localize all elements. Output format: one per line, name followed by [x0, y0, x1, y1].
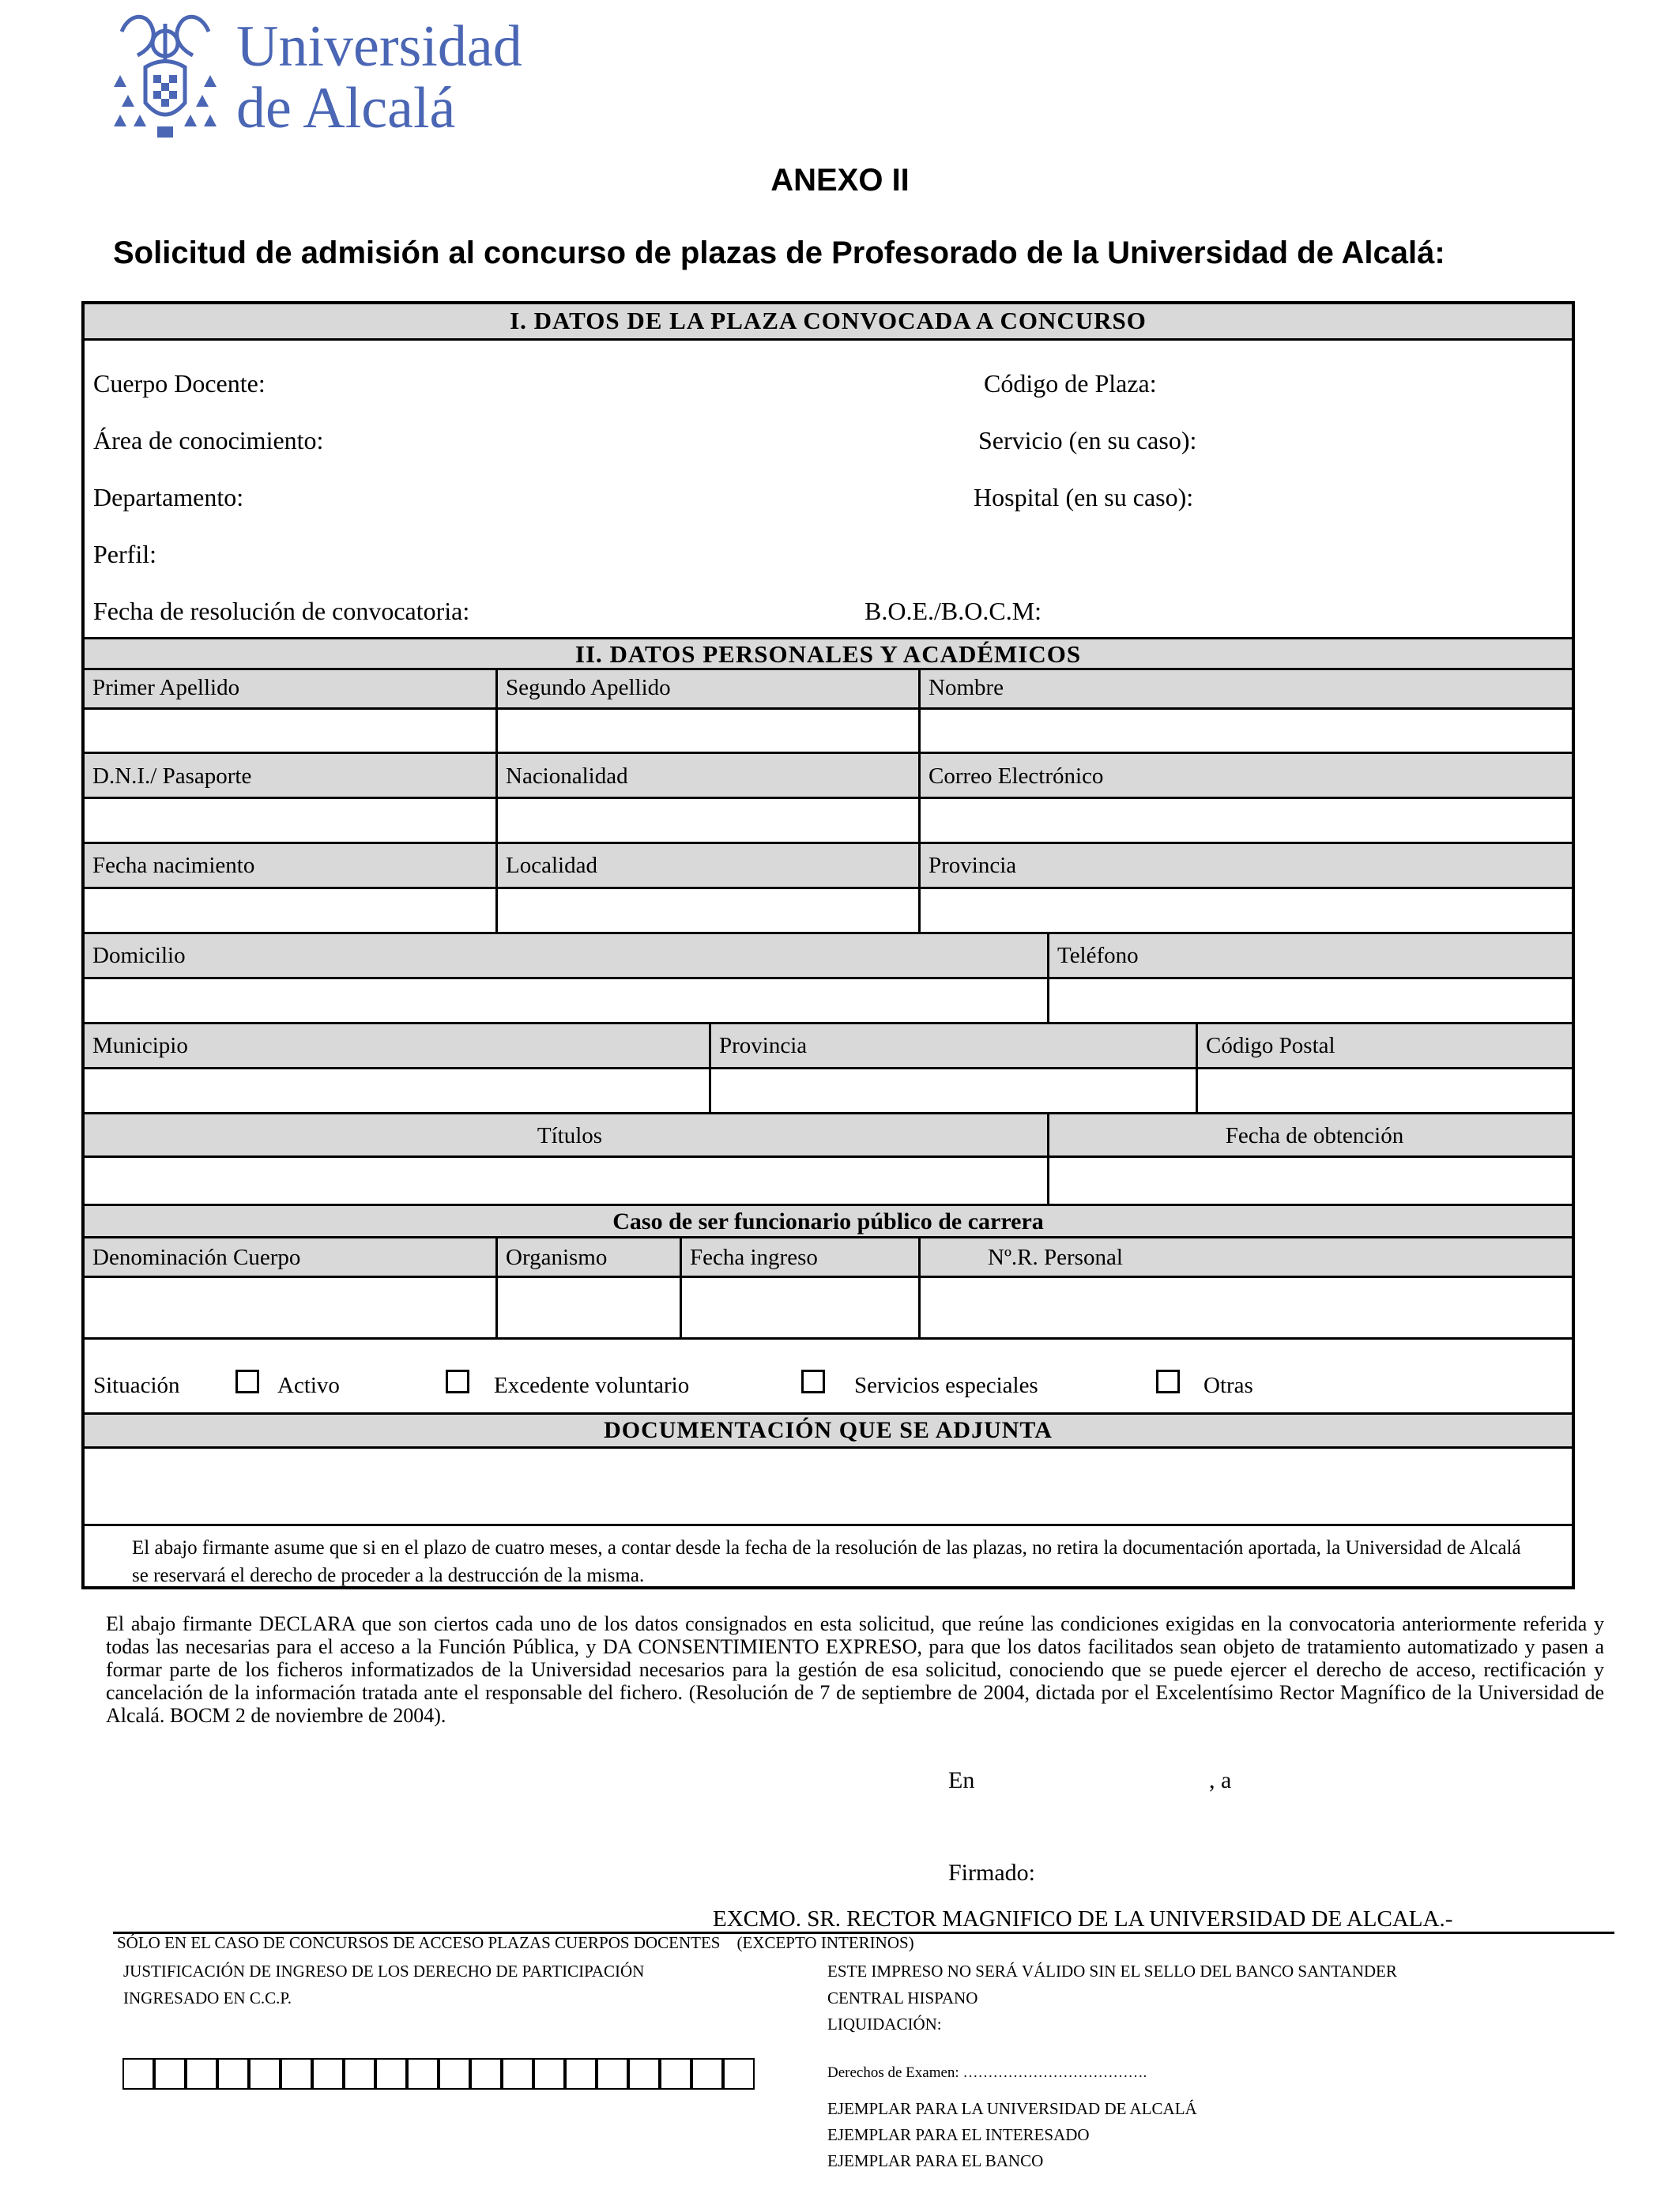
- footer-solo-text: SÓLO EN EL CASO DE CONCURSOS DE ACCESO PLAZAS CUERPOS DOCENTES (EXCEPTO INTERINOS): [117, 1933, 914, 1952]
- situacion-label: Situación: [93, 1373, 180, 1398]
- servicio-field[interactable]: Servicio (en su caso):: [978, 426, 1197, 454]
- label-denominacion-cuerpo: Denominación Cuerpo: [92, 1245, 301, 1270]
- signed-label: Firmado:: [948, 1860, 1035, 1886]
- label-dni: D.N.I./ Pasaporte: [92, 763, 252, 789]
- ccp-box[interactable]: [628, 2058, 660, 2090]
- provincia-2-input[interactable]: [709, 1069, 1196, 1112]
- footer-impreso-line2: CENTRAL HISPANO: [827, 1989, 978, 2007]
- funcionario-title: Caso de ser funcionario público de carrera: [612, 1208, 1044, 1235]
- provincia-input[interactable]: [918, 889, 1572, 932]
- personal-row6-labels: [85, 1112, 1572, 1158]
- logo-text-line1: Universidad: [236, 14, 522, 79]
- form-subtitle: Solicitud de admisión al concurso de plazas de Profesorado de la Universidad de Alcalá:: [113, 236, 1445, 270]
- label-municipio: Municipio: [92, 1033, 188, 1058]
- hospital-field[interactable]: Hospital (en su caso):: [974, 483, 1194, 511]
- footer-liquidacion: LIQUIDACIÓN:: [827, 2015, 942, 2034]
- ccp-box[interactable]: [597, 2058, 628, 2090]
- ccp-box[interactable]: [439, 2058, 470, 2090]
- personal-row5-labels: [85, 1022, 1572, 1069]
- label-telefono: Teléfono: [1047, 934, 1572, 977]
- date-label: , a: [1209, 1767, 1232, 1793]
- boe-bocm-field[interactable]: B.O.E./B.O.C.M:: [864, 597, 1042, 625]
- codigo-plaza-field[interactable]: Código de Plaza:: [984, 369, 1157, 398]
- correo-input[interactable]: [918, 799, 1572, 842]
- nombre-input[interactable]: [918, 710, 1572, 752]
- section1-title: I. DATOS DE LA PLAZA CONVOCADA A CONCURSO: [510, 307, 1147, 334]
- fecha-obtencion-input[interactable]: [1047, 1158, 1572, 1204]
- cuerpo-docente-field[interactable]: Cuerpo Docente:: [93, 369, 266, 398]
- place-label: En: [948, 1767, 975, 1793]
- fecha-nacimiento-input[interactable]: [85, 889, 495, 932]
- ccp-box[interactable]: [375, 2058, 407, 2090]
- label-fecha-obtencion: Fecha de obtención: [1047, 1114, 1572, 1155]
- telefono-input[interactable]: [1047, 979, 1572, 1022]
- personal-row3-inputs: [85, 889, 1572, 932]
- localidad-input[interactable]: [495, 889, 918, 932]
- footer-justificacion-line2: INGRESADO EN C.C.P.: [123, 1989, 292, 2007]
- label-nr-personal: Nº.R. Personal: [918, 1238, 1572, 1276]
- personal-row4-labels: [85, 932, 1572, 979]
- ccp-box[interactable]: [565, 2058, 597, 2090]
- footer-impreso-line1: ESTE IMPRESO NO SERÁ VÁLIDO SIN EL SELLO DEL BANCO SANTANDER: [827, 1962, 1397, 1981]
- personal-row6-inputs: [85, 1158, 1572, 1204]
- documentacion-header: [85, 1412, 1572, 1449]
- ccp-box[interactable]: [344, 2058, 375, 2090]
- ccp-box[interactable]: [186, 2058, 217, 2090]
- personal-row4-inputs: [85, 979, 1572, 1022]
- excedente-checkbox[interactable]: [446, 1370, 469, 1393]
- label-codigo-postal: Código Postal: [1196, 1024, 1572, 1067]
- label-segundo-apellido: Segundo Apellido: [495, 670, 918, 707]
- documentacion-input[interactable]: [85, 1449, 1572, 1526]
- perfil-field[interactable]: Perfil:: [93, 540, 156, 568]
- label-titulos: Títulos: [537, 1123, 603, 1148]
- personal-row1-inputs: [85, 710, 1572, 752]
- servicios-especiales-checkbox[interactable]: [801, 1370, 825, 1393]
- ccp-box[interactable]: [281, 2058, 312, 2090]
- segundo-apellido-input[interactable]: [495, 710, 918, 752]
- annex-title: ANEXO II: [770, 163, 910, 198]
- ccp-box[interactable]: [691, 2058, 723, 2090]
- organismo-input[interactable]: [495, 1278, 680, 1337]
- departamento-field[interactable]: Departamento:: [93, 483, 244, 511]
- logo-text-line2: de Alcalá: [236, 76, 456, 141]
- label-correo: Correo Electrónico: [918, 754, 1572, 797]
- section2-header: [85, 637, 1572, 670]
- label-fecha-ingreso: Fecha ingreso: [680, 1238, 918, 1276]
- documentacion-title: DOCUMENTACIÓN QUE SE ADJUNTA: [604, 1417, 1053, 1443]
- funcionario-inputs: [85, 1278, 1572, 1340]
- fecha-resolucion-field[interactable]: Fecha de resolución de convocatoria:: [93, 597, 470, 625]
- ccp-box[interactable]: [533, 2058, 565, 2090]
- titulos-input[interactable]: [85, 1158, 1047, 1204]
- label-nacionalidad: Nacionalidad: [495, 754, 918, 797]
- ccp-box[interactable]: [122, 2058, 154, 2090]
- ccp-box[interactable]: [249, 2058, 281, 2090]
- denominacion-cuerpo-input[interactable]: [85, 1278, 495, 1337]
- personal-row1-labels: [85, 668, 1572, 710]
- footer-ejemplar-universidad: EJEMPLAR PARA LA UNIVERSIDAD DE ALCALÁ: [827, 2099, 1197, 2118]
- funcionario-header: [85, 1204, 1572, 1238]
- footer-derechos-examen: Derechos de Examen: ……………………………….: [827, 2064, 1147, 2081]
- otras-label: Otras: [1203, 1373, 1253, 1398]
- area-conocimiento-field[interactable]: Área de conocimiento:: [93, 426, 324, 454]
- label-nombre: Nombre: [918, 670, 1572, 707]
- ccp-box[interactable]: [217, 2058, 249, 2090]
- domicilio-input[interactable]: [85, 979, 1047, 1022]
- university-logo: [106, 8, 533, 142]
- ccp-box[interactable]: [154, 2058, 186, 2090]
- footer-ejemplar-banco: EJEMPLAR PARA EL BANCO: [827, 2151, 1044, 2170]
- label-provincia-2: Provincia: [709, 1024, 1196, 1067]
- application-form: [81, 301, 1575, 1589]
- label-fecha-nacimiento: Fecha nacimiento: [92, 853, 255, 878]
- label-organismo: Organismo: [495, 1238, 680, 1276]
- fecha-ingreso-input[interactable]: [680, 1278, 918, 1337]
- ccp-box[interactable]: [723, 2058, 755, 2090]
- documentacion-note: El abajo firmante asume que si en el plazo de cuatro meses, a contar desde la fecha de la resolución de las plazas, no retira la documentación aportada, la Universidad de Alcalá se reservará el derecho de proceder a la destrucción de la misma.: [132, 1537, 1521, 1586]
- otras-checkbox[interactable]: [1156, 1370, 1180, 1393]
- municipio-input[interactable]: [85, 1069, 709, 1112]
- ccp-number-boxes[interactable]: [122, 2058, 770, 2090]
- personal-row5-inputs: [85, 1069, 1572, 1112]
- personal-row2-labels: [85, 752, 1572, 799]
- footer-ejemplar-interesado: EJEMPLAR PARA EL INTERESADO: [827, 2125, 1090, 2144]
- label-provincia: Provincia: [918, 844, 1572, 887]
- excedente-label: Excedente voluntario: [494, 1373, 690, 1398]
- primer-apellido-input[interactable]: [85, 710, 495, 752]
- section1-header: [85, 304, 1572, 341]
- nr-personal-input[interactable]: [918, 1278, 1572, 1337]
- personal-row2-inputs: [85, 799, 1572, 842]
- university-crest-icon: [106, 8, 224, 142]
- rector-address: EXCMO. SR. RECTOR MAGNIFICO DE LA UNIVERSIDAD DE ALCALA.-: [713, 1906, 1453, 1932]
- ccp-box[interactable]: [312, 2058, 344, 2090]
- funcionario-labels: [85, 1236, 1572, 1278]
- declaration-text: El abajo firmante DECLARA que son ciertos cada uno de los datos consignados en esta solicitud, que reúne las condiciones exigidas en la convocatoria anteriormente referida y todas las necesarias para el acceso a la Función Pública, y DA CONSENTIMIENTO EXPRESO, para que los datos facilitados sean objeto de tratamiento automatizado y pasen a formar parte de los ficheros informatizados de la Universidad necesarios para la gestión de esa solicitud, conociendo que se puede ejercer el derecho de acceso, rectificación y cancelación de la información tratada ante el responsable del fichero. (Resolución de 7 de septiembre de 2004, dictada por el Excelentísimo Rector Magnífico de la Universidad de Alcalá. BOCM 2 de noviembre de 2004).: [106, 1612, 1604, 1727]
- ccp-box[interactable]: [660, 2058, 691, 2090]
- servicios-especiales-label: Servicios especiales: [854, 1373, 1038, 1398]
- activo-checkbox[interactable]: [235, 1370, 259, 1393]
- ccp-box[interactable]: [407, 2058, 439, 2090]
- ccp-box[interactable]: [470, 2058, 502, 2090]
- label-domicilio: Domicilio: [92, 943, 186, 968]
- ccp-box[interactable]: [502, 2058, 533, 2090]
- nacionalidad-input[interactable]: [495, 799, 918, 842]
- activo-label: Activo: [277, 1373, 340, 1398]
- label-primer-apellido: Primer Apellido: [92, 675, 240, 700]
- codigo-postal-input[interactable]: [1196, 1069, 1572, 1112]
- dni-input[interactable]: [85, 799, 495, 842]
- personal-row3-labels: [85, 842, 1572, 889]
- label-localidad: Localidad: [495, 844, 918, 887]
- footer-justificacion-line1: JUSTIFICACIÓN DE INGRESO DE LOS DERECHO DE PARTICIPACIÓN: [123, 1962, 645, 1981]
- section2-title: II. DATOS PERSONALES Y ACADÉMICOS: [574, 640, 1082, 668]
